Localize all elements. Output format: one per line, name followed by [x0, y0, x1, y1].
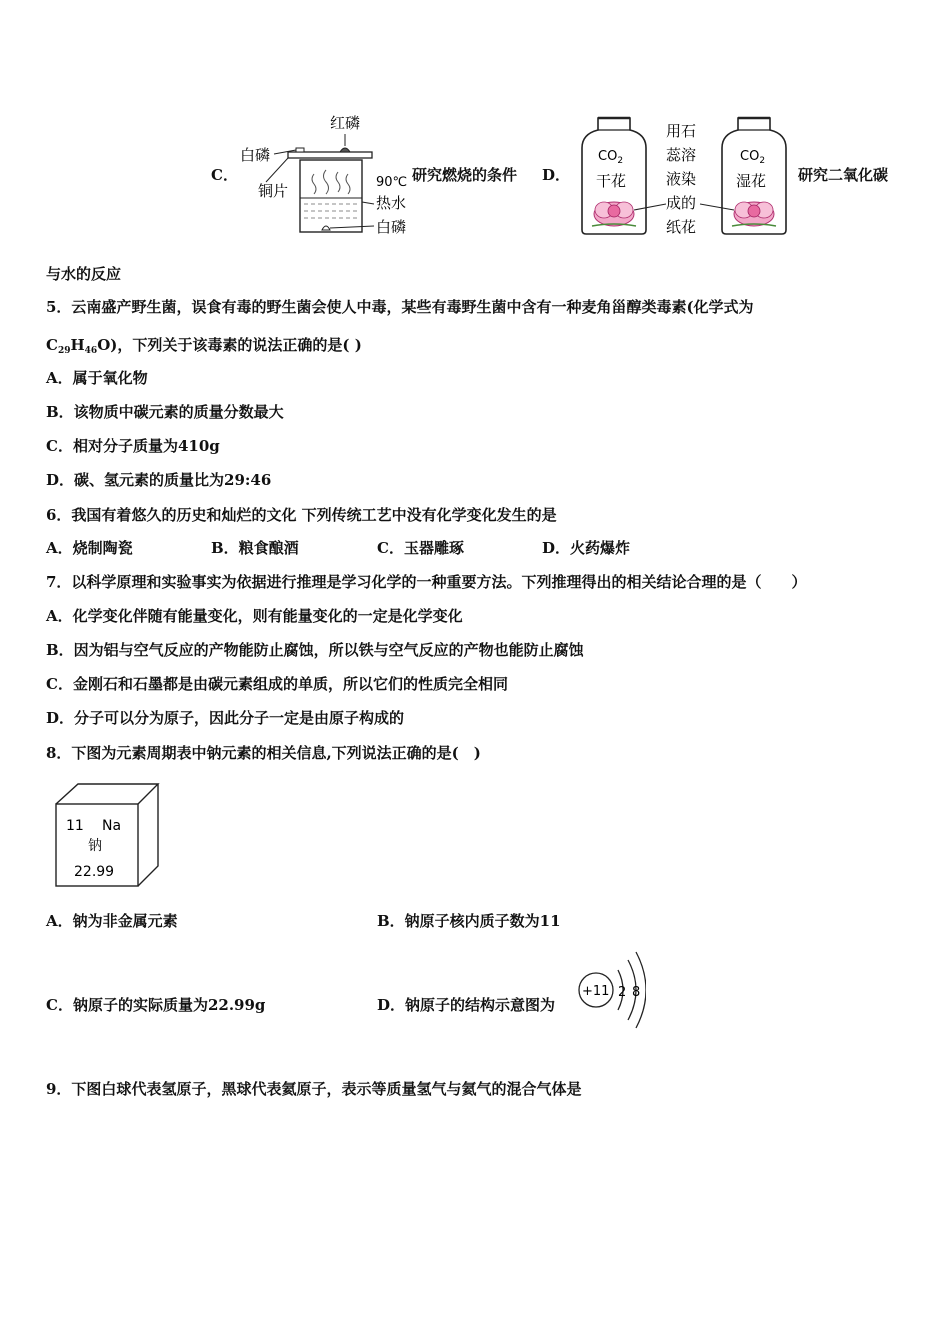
- svg-text:用石: 用石: [666, 122, 697, 140]
- co2-label-right: $CO_2$: [740, 149, 766, 166]
- q9-stem: 9．下图白球代表氢原子，黑球代表氦原子，表示等质量氢气与氦气的混合气体是: [46, 1080, 582, 1098]
- q7-option-d: D．分子可以分为原子，因此分子一定是由原子构成的: [46, 709, 405, 727]
- paper-flower-icon: [732, 202, 776, 226]
- option-d-label: D．: [542, 166, 571, 184]
- q6-option-a: A．烧制陶瓷: [46, 539, 133, 557]
- q5-stem-line1: 5．云南盛产野生菌，误食有毒的野生菌会使人中毒，某些有毒野生菌中含有一种麦角甾醇类毒素(化学式为: [46, 298, 754, 316]
- label-white-phosphorus-bottom: 白磷: [376, 218, 407, 236]
- q5-option-d: D．碳、氢元素的质量比为29:46: [46, 471, 272, 489]
- option-c-caption: 研究燃烧的条件: [412, 166, 518, 184]
- svg-text:蕊溶: 蕊溶: [666, 146, 697, 164]
- element-name: 钠: [88, 838, 102, 854]
- red-phosphorus: [340, 148, 350, 152]
- white-phosphorus-top: [296, 148, 304, 152]
- beaker: [300, 160, 362, 232]
- q6-stem: 6．我国有着悠久的历史和灿烂的文化 下列传统工艺中没有化学变化发生的是: [46, 506, 557, 524]
- q5-option-c: C．相对分子质量为410g: [46, 437, 220, 455]
- q5-option-b: B．该物质中碳元素的质量分数最大: [46, 403, 284, 421]
- q7-option-c: C．金刚石和石墨都是由碳元素组成的单质，所以它们的性质完全相同: [46, 675, 508, 693]
- combustion-apparatus-figure: [236, 112, 412, 240]
- option-d-caption: 研究二氧化碳: [798, 166, 889, 184]
- q8-option-a: A．钠为非金属元素: [46, 912, 178, 930]
- formula-c: C: [46, 336, 58, 354]
- dry-flower-label: 干花: [596, 172, 627, 190]
- label-white-phosphorus-top: 白磷: [240, 146, 271, 164]
- label-red-phosphorus: 红磷: [330, 114, 361, 132]
- litmus-note: [634, 122, 734, 236]
- label-copper-plate: 铜片: [258, 182, 289, 200]
- sodium-atom-structure-diagram: [574, 946, 646, 1030]
- q7-option-a: A．化学变化伴随有能量变化，则有能量变化的一定是化学变化: [46, 607, 463, 625]
- svg-text:纸花: 纸花: [666, 218, 697, 236]
- formula-o: O): [97, 336, 118, 354]
- nucleus-charge: +11: [582, 984, 610, 999]
- q7-stem: 7．以科学原理和实验事实为依据进行推理是学习化学的一种重要方法。下列推理得出的相关结论合理的是（ ）: [46, 573, 807, 591]
- wet-flower-label: 湿花: [736, 172, 767, 190]
- shell-1-electrons: 2: [618, 985, 627, 1000]
- paper-flower-icon: [592, 202, 636, 226]
- co2-flower-bottles-figure: [576, 114, 796, 238]
- wet-flower-bottle: [722, 118, 786, 234]
- sodium-periodic-cell-figure: [52, 782, 164, 890]
- white-phosphorus-bottom: [322, 226, 330, 230]
- svg-text:成的: 成的: [666, 194, 697, 212]
- option-c-label: C．: [211, 166, 238, 184]
- q7-option-b: B．因为铝与空气反应的产物能防止腐蚀，所以铁与空气反应的产物也能防止腐蚀: [46, 641, 584, 659]
- q8-option-d: D．钠原子的结构示意图为: [377, 996, 556, 1014]
- option-d-caption-continued: 与水的反应: [46, 265, 122, 283]
- q8-option-b: B．钠原子核内质子数为11: [377, 912, 561, 930]
- q6-option-c: C．玉器雕琢: [377, 539, 464, 557]
- label-hot-water: 热水: [376, 194, 407, 212]
- q8-stem: 8．下图为元素周期表中钠元素的相关信息,下列说法正确的是( ): [46, 744, 481, 762]
- formula-h: H: [70, 336, 85, 354]
- co2-label-left: $CO_2$: [598, 149, 624, 166]
- copper-plate: [288, 152, 372, 158]
- q5-stem-line2: $C_{29}H_{46}O$)，下列关于该毒素的说法正确的是( ): [46, 336, 362, 356]
- shell-2-electrons: 8: [632, 985, 641, 1000]
- q6-option-b: B．粮食酿酒: [211, 539, 299, 557]
- atomic-number: 11: [66, 818, 84, 834]
- q5-option-a: A．属于氧化物: [46, 369, 148, 387]
- svg-text:液染: 液染: [666, 170, 697, 188]
- label-temperature: 90℃: [376, 175, 408, 190]
- q6-option-d: D．火药爆炸: [542, 539, 631, 557]
- atomic-mass: 22.99: [74, 864, 115, 880]
- dry-flower-bottle: [582, 118, 646, 234]
- element-symbol: Na: [102, 818, 122, 834]
- q8-option-c: C．钠原子的实际质量为22.99g: [46, 996, 266, 1014]
